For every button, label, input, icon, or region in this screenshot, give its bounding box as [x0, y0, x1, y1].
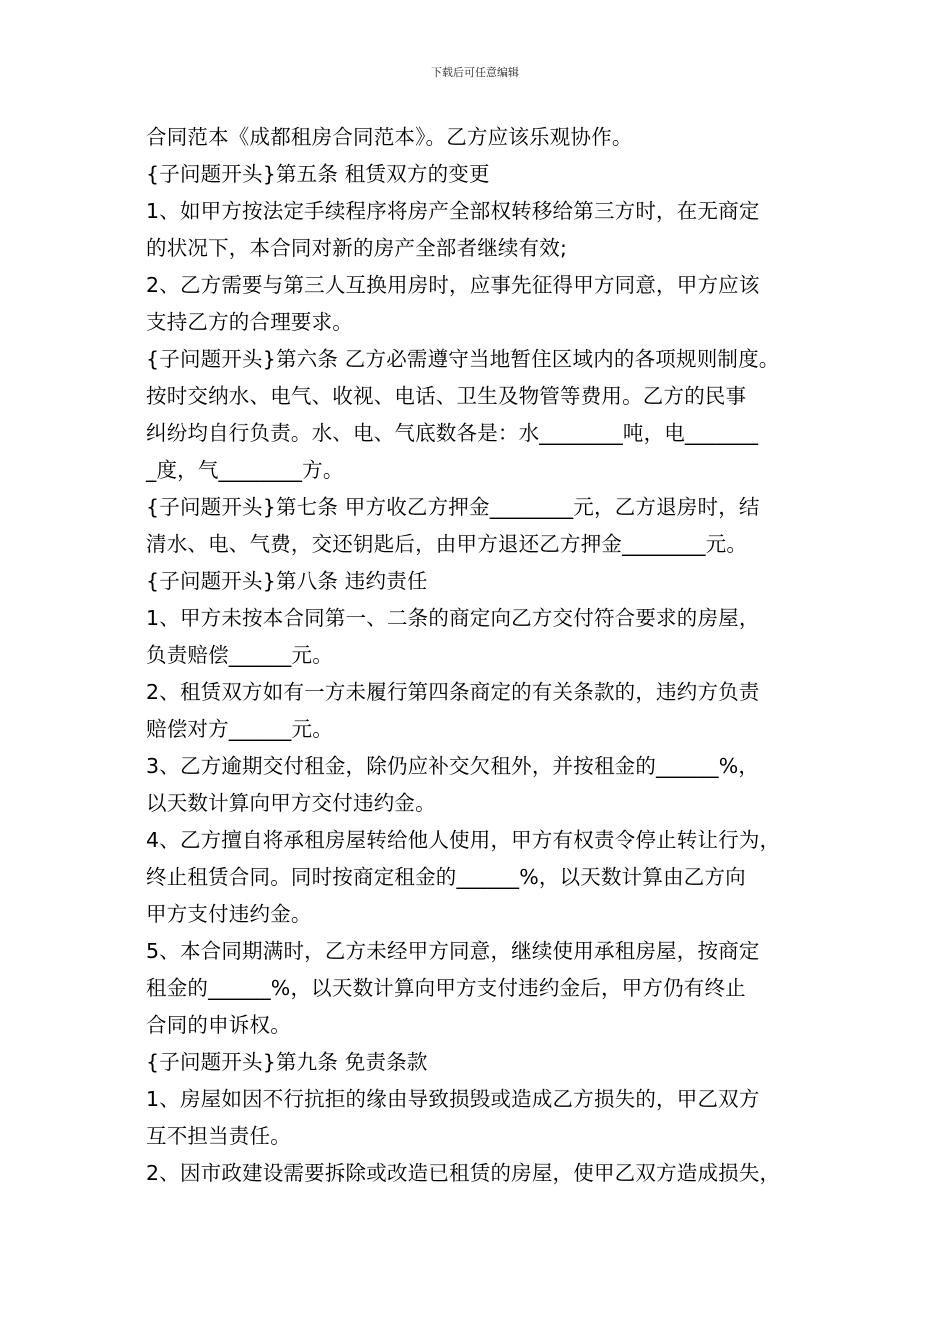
section-heading: {子问题开头}第八条 违约责任	[146, 569, 428, 593]
text-line: 3、乙方逾期交付租金，除仍应补交欠租外，并按租金的______%，	[146, 754, 760, 778]
text-line: 支持乙方的合理要求。	[146, 310, 353, 334]
page-header: 下载后可任意编辑	[431, 66, 519, 79]
text-line: 以天数计算向甲方交付违约金。	[146, 791, 436, 815]
text-line: 负责赔偿______元。	[146, 643, 333, 667]
text-line: 按时交纳水、电气、收视、电话、卫生及物管等费用。乙方的民事	[146, 384, 747, 408]
section-heading: {子问题开头}第七条 甲方收乙方押金________元，乙方退房时，结	[146, 495, 760, 519]
text-line: 清水、电、气费，交还钥匙后，由甲方退还乙方押金________元。	[146, 532, 748, 556]
document-body	[146, 119, 826, 1192]
text-line: 2、乙方需要与第三人互换用房时，应事先征得甲方同意，甲方应该	[146, 273, 760, 297]
text-line: 租金的______%，以天数计算向甲方支付违约金后，甲方仍有终止	[146, 976, 746, 1000]
text-line: 的状况下，本合同对新的房产全部者继续有效;	[146, 236, 568, 260]
section-heading: {子问题开头}第五条 租赁双方的变更	[146, 162, 490, 186]
text-line: 合同范本《成都租房合同范本》。乙方应该乐观协作。	[146, 125, 633, 149]
text-line: 4、乙方擅自将承租房屋转给他人使用，甲方有权责令停止转让行为，	[146, 828, 781, 852]
text-line: 甲方支付违约金。	[146, 902, 312, 926]
text-line: 互不担当责任。	[146, 1124, 291, 1148]
text-line: _度，气________方。	[146, 458, 344, 482]
text-line: 1、房屋如因不行抗拒的缘由导致损毁或造成乙方损失的，甲乙双方	[146, 1087, 760, 1111]
text-line: 终止租赁合同。同时按商定租金的______%，以天数计算由乙方向	[146, 865, 746, 889]
text-line: 1、甲方未按本合同第一、二条的商定向乙方交付符合要求的房屋，	[146, 606, 760, 630]
section-heading: {子问题开头}第九条 免责条款	[146, 1050, 428, 1074]
text-line: 5、本合同期满时，乙方未经甲方同意，继续使用承租房屋，按商定	[146, 939, 760, 963]
text-line: 2、因市政建设需要拆除或改造已租赁的房屋，使甲乙双方造成损失，	[146, 1161, 781, 1185]
text-line: 2、租赁双方如有一方未履行第四条商定的有关条款的，违约方负责	[146, 680, 760, 704]
text-line: 纠纷均自行负责。水、电、气底数各是：水________吨，电_______	[146, 421, 759, 445]
section-heading: {子问题开头}第六条 乙方必需遵守当地暂住区域内的各项规则制度。	[146, 347, 780, 371]
text-line: 合同的申诉权。	[146, 1013, 291, 1037]
text-line: 赔偿对方______元。	[146, 717, 333, 741]
text-line: 1、如甲方按法定手续程序将房产全部权转移给第三方时，在无商定	[146, 199, 760, 223]
